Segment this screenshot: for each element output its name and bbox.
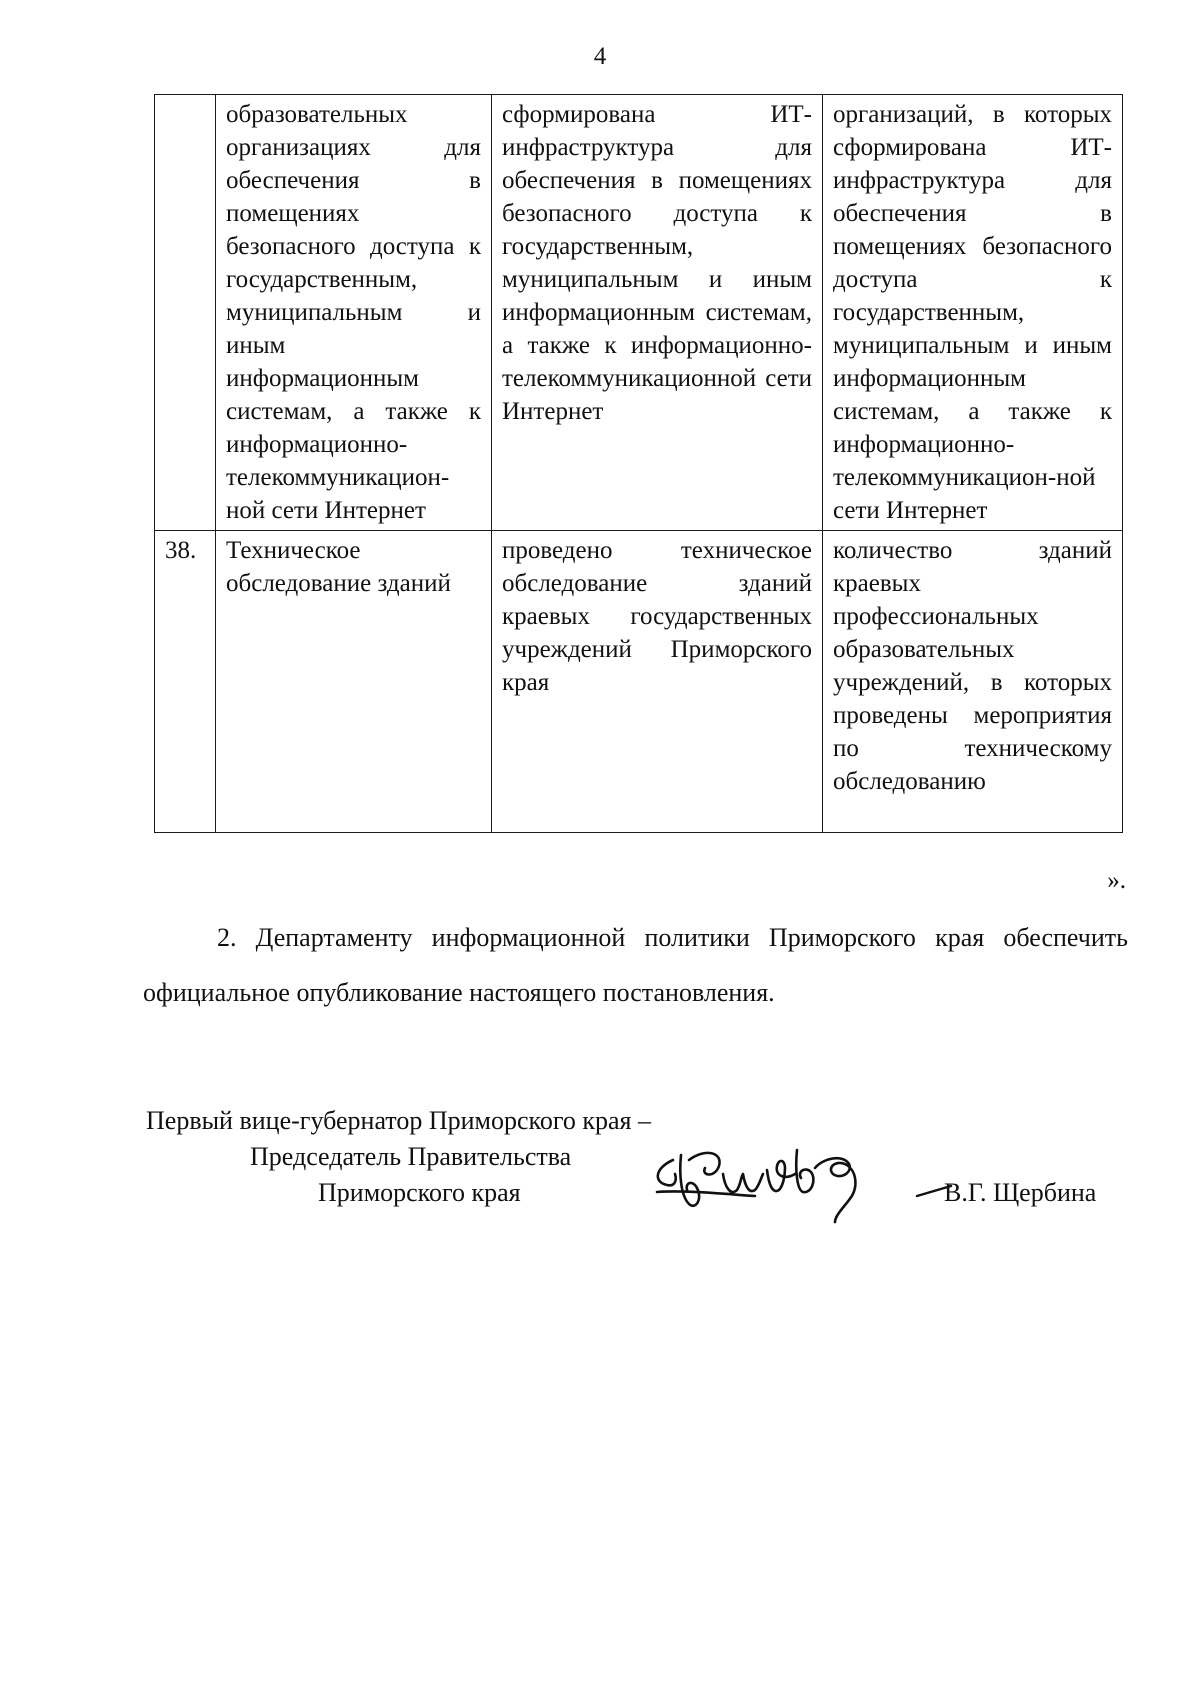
table-cell: проведено техническое обследование зданий краевых государственных учреждений Приморского края xyxy=(492,531,823,833)
row-number-cell: 38. xyxy=(155,531,216,833)
row-number-cell xyxy=(155,95,216,531)
signatory-title-line: Приморского края xyxy=(318,1178,521,1207)
table-row xyxy=(155,531,1123,833)
page-number: 4 xyxy=(593,43,607,70)
signatory-title-line: Председатель Правительства xyxy=(250,1142,572,1171)
measures-table xyxy=(154,94,1123,833)
table-cell: сформирована ИТ-инфраструктура для обеспечения в помещениях безопасного доступа к государственным, муниципальным и иным информационным системам, а также к информационно-телекоммуникационной сети Интернет xyxy=(492,95,823,531)
table-cell: организаций, в которых сформирована ИТ-инфраструктура для обеспечения в помещениях безопасного доступа к государственным, муниципальным и иным информационным системам, а также к информационно-телекоммуникацион-ной сети Интернет xyxy=(823,95,1123,531)
table-cell: Техническое обследование зданий xyxy=(216,531,492,833)
handwritten-signature xyxy=(645,1130,925,1230)
table-cell: количество зданий краевых профессиональных образовательных учреждений, в которых проведены мероприятия по техническому обследованию xyxy=(823,531,1123,833)
signatory-title-line: Первый вице-губернатор Приморского края – xyxy=(146,1106,651,1135)
signatory-name: В.Г. Щербина xyxy=(944,1178,1097,1207)
table-row xyxy=(155,95,1123,531)
closing-quote: ». xyxy=(1107,867,1126,894)
table-cell: образовательных организациях для обеспечения в помещениях безопасного доступа к государственным, муниципальным и иным информационным системам, а также к информационно-телекоммуникацион-ной сети Интернет xyxy=(216,95,492,531)
resolution-paragraph: 2. Департаменту информационной политики Приморского края обеспечить официальное опубликование настоящего постановления. xyxy=(143,923,1128,1007)
